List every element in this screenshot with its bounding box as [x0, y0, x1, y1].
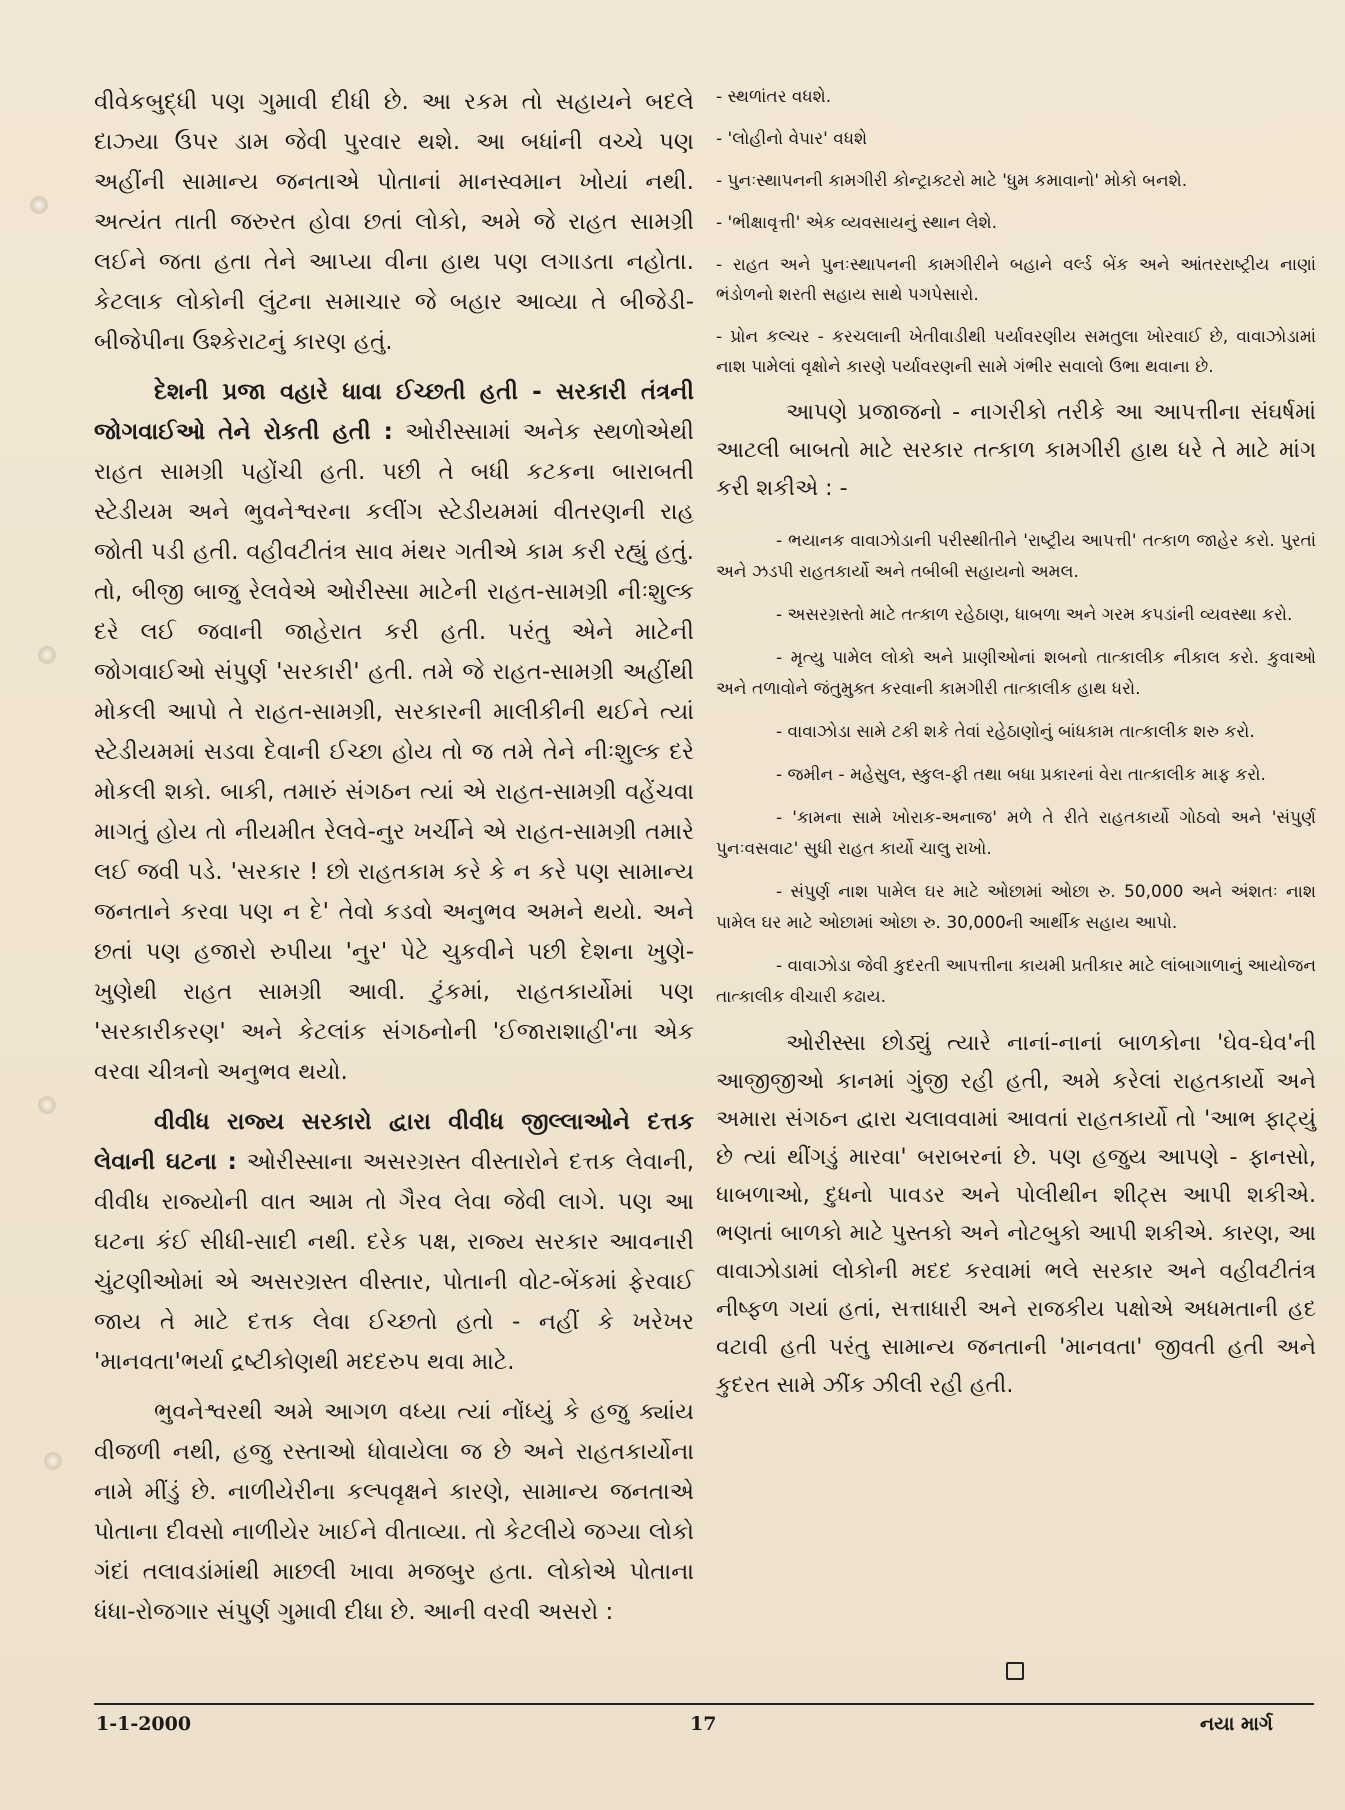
effect-item: - પુનઃસ્થાપનની કામગીરી કોન્ટ્રાક્ટરો માટે 'ધુમ કમાવાનો' મોકો બનશે. — [716, 171, 1188, 191]
demand-item: - જમીન - મહેસુલ, સ્કુલ-ફી તથા બધા પ્રકારનાં વેરા તાત્કાલીક માફ કરો. — [776, 765, 1266, 785]
demand-item: - મૃત્યુ પામેલ લોકો અને પ્રાણીઓનાં શબનો તાત્કાલીક નીકાલ કરો. કુવાઓ અને તળાવોને જંતુમુક્ત કરવાની કામગીરી તાત્કાલીક હાથ ધરો. — [716, 648, 1316, 699]
paragraph-text: ભુવનેશ્વરથી અમે આગળ વધ્યા ત્યાં નોંધ્યું કે હજુ ક્યાંય વીજળી નથી, હજુ રસ્તાઓ ધોવાયેલા જ છે અને રાહતકાર્યોના નામે મીંડું છે. નાળીયેરીના કલ્પવૃક્ષને કારણે, સામાન્ય જનતાએ પોતાના દીવસો નાળીયેર ખાઈને વીતાવ્યા. તો કેટલીયે જગ્યા લોકો ગંદાં તલાવડાંમાંથી માછલી ખાવા મજબુર હતા. લોકોએ પોતાના ધંધા-રોજગાર સંપુર્ણ ગુમાવી દીધા છે. આની વરવી અસરો : — [94, 1399, 694, 1625]
left-column — [94, 82, 694, 1642]
right-column — [716, 82, 1316, 1423]
page-number: 17 — [690, 1713, 717, 1735]
demand-item: - સંપુર્ણ નાશ પામેલ ઘર માટે ઓછામાં ઓછા રુ. 50,000 અને અંશતઃ નાશ પામેલ ઘર માટે ઓછામાં ઓછા રુ. 30,000ની આર્થીક સહાય આપો. — [716, 882, 1316, 933]
punch-hole — [38, 646, 56, 664]
paragraph-text: વીવેકબુદ્ધી પણ ગુમાવી દીધી છે. આ રકમ તો સહાયને બદલે દાઝ્યા ઉપર ડામ જેવી પુરવાર થશે. આ બધાંની વચ્ચે પણ અહીંની સામાન્ય જનતાએ પોતાનાં માનસ્વમાન ખોયાં નથી. અત્યંત તાતી જરુરત હોવા છતાં લોકો, અમે જે રાહત સામગ્રી લઈને જતા હતા તેને આપ્યા વીના હાથ પણ લગાડતા નહોતા. કેટલાક લોકોની લુંટના સમાચાર જે બહાર આવ્યા તે બીજેડી-બીજેપીના ઉશ્કેરાટનું કારણ હતું. — [94, 89, 694, 355]
magazine-name: નયા માર્ગ — [1200, 1713, 1273, 1735]
footer-date: 1-1-2000 — [96, 1713, 192, 1735]
punch-hole — [44, 1452, 62, 1470]
punch-hole — [30, 196, 48, 214]
effect-item: - 'લોહીનો વેપાર' વધશે — [716, 129, 868, 149]
paragraph — [94, 1102, 694, 1382]
effect-item: - 'ભીક્ષાવૃત્તી' એક વ્યવસાયનું સ્થાન લેશે. — [716, 213, 998, 233]
punch-hole — [38, 1096, 56, 1114]
demands-intro: આપણે પ્રજાજનો - નાગરીકો તરીકે આ આપત્તીના સંઘર્ષમાં આટલી બાબતો માટે સરકાર તત્કાળ કામગીરી હાથ ધરે તે માટે માંગ કરી શકીએ : - — [716, 400, 1316, 501]
paragraph — [94, 82, 694, 362]
demand-item: - ભયાનક વાવાઝોડાની પરીસ્થીતીને 'રાષ્ટ્રીય આપત્તી' તત્કાળ જાહેર કરો. પુરતાં અને ઝડપી રાહતકાર્યો અને તબીબી સહાયનો અમલ. — [716, 531, 1316, 582]
paragraph-text: ઓરીસ્સામાં અનેક સ્થળોએથી રાહત સામગ્રી પહોંચી હતી. પછી તે બધી કટકના બારાબતી સ્ટેડીયમ અને ભુવનેશ્વરના કલીંગ સ્ટેડીયમમાં વીતરણની રાહ જોતી પડી હતી. વહીવટીતંત્ર સાવ મંથર ગતીએ કામ કરી રહ્યું હતું. તો, બીજી બાજુ રેલવેએ ઓરીસ્સા માટેની રાહત-સામગ્રી નીઃશુલ્ક દરે લઈ જવાની જાહેરાત કરી હતી. પરંતુ એને માટેની જોગવાઈઓ સંપુર્ણ 'સરકારી' હતી. તમે જે રાહત-સામગ્રી અહીંથી મોકલી આપો તે રાહત-સામગ્રી, સરકારની માલીકીની થઈને ત્યાં સ્ટેડીયમમાં સડવા દેવાની ઈચ્છા હોય તો જ તમે તેને નીઃશુલ્ક દરે મોકલી શકો. બાકી, તમારું સંગઠન ત્યાં એ રાહત-સામગ્રી વહેંચવા માગતું હોય તો નીયમીત રેલવે-નુર ખર્ચીને એ રાહત-સામગ્રી તમારે લઈ જવી પડે. 'સરકાર ! છો રાહતકામ કરે કે ન કરે પણ સામાન્ય જનતાને કરવા પણ ન દે' તેવો કડવો અનુભવ અમને થયો. અને છતાં પણ હજારો રુપીયા 'નુર' પેટે ચુકવીને પછી દેશના ખુણે-ખુણેથી રાહત સામગ્રી આવી. ટુંકમાં, રાહતકાર્યોમાં પણ 'સરકારીકરણ' અને કેટલાંક સંગઠનોની 'ઈજારાશાહી'ના એક વરવા ચીત્રનો અનુભવ થયો. — [94, 419, 694, 1085]
closing-paragraph: ઓરીસ્સા છોડ્યું ત્યારે નાનાં-નાનાં બાળકોના 'ઘેવ-ઘેવ'ની આજીજીઓ કાનમાં ગુંજી રહી હતી, અમે કરેલાં રાહતકાર્યો અને અમારા સંગઠન દ્વારા ચલાવવામાં આવતાં રાહતકાર્યો તો 'આભ ફાટ્યું છે ત્યાં થીંગડું મારવા' બરાબરનાં છે. પણ હજુય આપણે - ફાનસો, ધાબળાઓ, દુધનો પાવડર અને પોલીથીન શીટ્સ આપી શકીએ. ભણતાં બાળકો માટે પુસ્તકો અને નોટબુકો આપી શકીએ. કારણ, આ વાવાઝોડામાં લોકોની મદદ કરવામાં ભલે સરકાર અને વહીવટીતંત્ર નીષ્ફળ ગયાં હતાં, સત્તાધારી અને રાજકીય પક્ષોએ અધમતાની હદ વટાવી હતી પરંતુ સામાન્ય જનતાની 'માનવતા' જીવતી હતી અને કુદરત સામે ઝીંક ઝીલી રહી હતી. — [716, 1031, 1316, 1398]
paragraph-text: ઓરીસ્સાના અસરગ્રસ્ત વીસ્તારોને દત્તક લેવાની, વીવીધ રાજ્યોની વાત આમ તો ગૈરવ લેવા જેવી લાગે. પણ આ ઘટના કંઈ સીધી-સાદી નથી. દરેક પક્ષ, રાજ્ય સરકાર આવનારી ચુંટણીઓમાં એ અસરગ્રસ્ત વીસ્તાર, પોતાની વોટ-બેંકમાં ફેરવાઈ જાય તે માટે દત્તક લેવા ઈચ્છતો હતો - નહીં કે ખરેખર 'માનવતા'ભર્યા દ્રષ્ટીકોણથી મદદરુપ થવા માટે. — [94, 1149, 695, 1375]
paragraph-lead: વીવીધ રાજ્ય સરકારો દ્વારા વીવીધ જીલ્લાઓને દત્તક લેવાની ઘટના : — [94, 1109, 694, 1175]
effect-item: - રાહત અને પુનઃસ્થાપનની કામગીરીને બહાને વર્લ્ડ બેંક અને આંતરરાષ્ટ્રીય નાણાં ભંડોળનો શરતી સહાય સાથે પગપેસારો. — [716, 255, 1316, 305]
demand-item: - અસરગ્રસ્તો માટે તત્કાળ રહેઠાણ, ધાબળા અને ગરમ કપડાંની વ્યવસ્થા કરો. — [776, 605, 1293, 625]
demand-item: - વાવાઝોડા સામે ટકી શકે તેવાં રહેઠાણોનું બાંધકામ તાત્કાલીક શરુ કરો. — [776, 722, 1255, 742]
effect-item: - પ્રોન કલ્ચર - કરચલાની ખેતીવાડીથી પર્યાવરણીય સમતુલા ખોરવાઈ છે, વાવાઝોડામાં નાશ પામેલાં વૃક્ષોને કારણે પર્યાવરણની સામે ગંભીર સવાલો ઉભા થવાના છે. — [716, 327, 1316, 377]
paragraph-lead: દેશની પ્રજા વહારે ધાવા ઈચ્છતી હતી - સરકારી તંત્રની જોગવાઈઓ તેને રોકતી હતી : — [94, 379, 694, 445]
demand-item: - 'કામના સામે ખોરાક-અનાજ' મળે તે રીતે રાહતકાર્યો ગોઠવો અને 'સંપુર્ણ પુનઃવસવાટ' સુધી રાહત કાર્યો ચાલુ રાખો. — [716, 808, 1316, 859]
effect-item: - સ્થળાંતર વધશે. — [716, 87, 832, 107]
demand-item: - વાવાઝોડા જેવી કુદરતી આપત્તીના કાયમી પ્રતીકાર માટે લાંબાગાળાનું આયોજન તાત્કાલીક વીચારી કઢાય. — [716, 956, 1316, 1007]
footer-rule — [94, 1703, 1314, 1705]
paragraph — [94, 372, 694, 1092]
end-mark-icon — [1006, 1662, 1024, 1680]
paragraph — [94, 1392, 694, 1632]
